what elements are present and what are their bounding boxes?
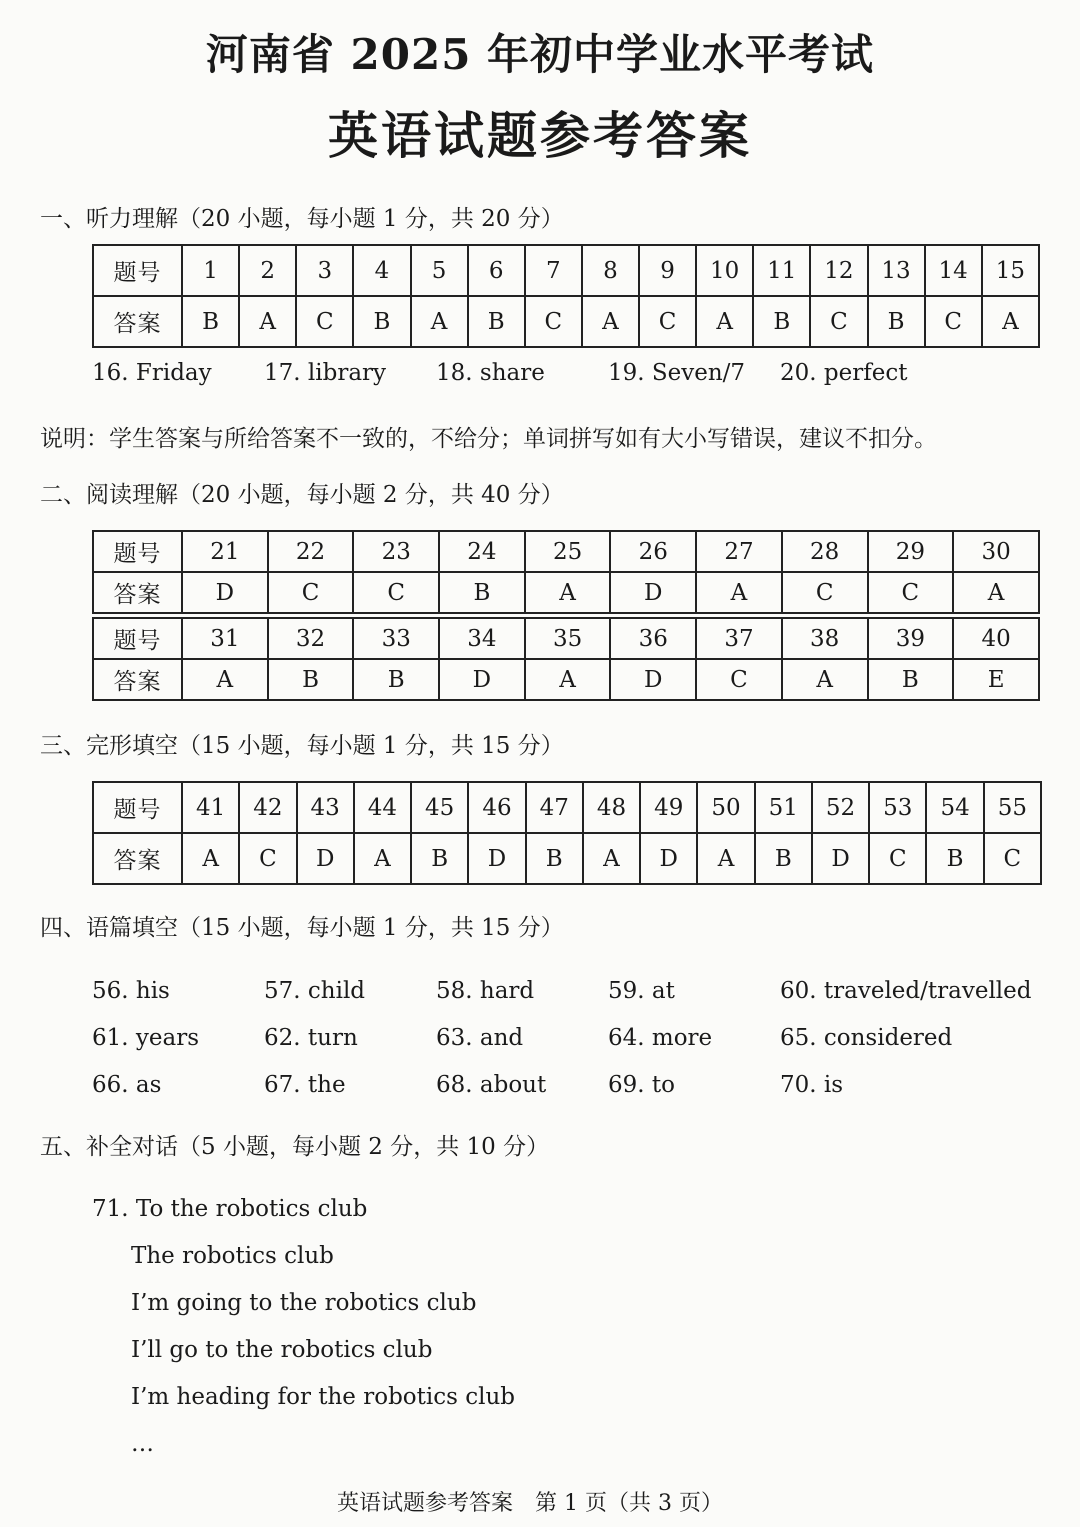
answer-cell: B	[268, 659, 354, 700]
question-number-cell: 28	[782, 531, 868, 572]
question-number-cell: 49	[640, 782, 697, 833]
fill-answer: 69. to	[608, 1072, 675, 1098]
dialogue-answer-first: 71. To the robotics club	[92, 1196, 368, 1222]
answer-cell: C	[869, 833, 926, 884]
question-number-cell: 6	[468, 245, 525, 296]
passage-fill-row	[0, 1025, 1080, 1055]
dialogue-answer-line: I’m going to the robotics club	[131, 1290, 477, 1316]
answer-cell: A	[239, 296, 296, 347]
answer-cell: A	[582, 296, 639, 347]
answer-cell: D	[812, 833, 869, 884]
question-number-cell: 38	[782, 618, 868, 659]
dialogue-answer-line: The robotics club	[131, 1243, 334, 1269]
answer-table-reading	[92, 530, 1040, 701]
row-label-question: 题号	[93, 618, 182, 659]
section-heading-dialogue: 五、补全对话（5 小题，每小题 2 分，共 10 分）	[40, 1134, 550, 1160]
question-number-cell: 13	[868, 245, 925, 296]
question-number-cell: 50	[697, 782, 754, 833]
row-label-answer: 答案	[93, 572, 182, 613]
question-number-cell: 48	[583, 782, 640, 833]
answer-cell: C	[868, 572, 954, 613]
question-number-cell: 42	[239, 782, 296, 833]
fill-answer: 65. considered	[780, 1025, 953, 1051]
fill-answer: 70. is	[780, 1072, 844, 1098]
row-label-answer: 答案	[93, 296, 182, 347]
answer-cell: C	[810, 296, 867, 347]
question-number-cell: 26	[610, 531, 696, 572]
answer-table-cloze	[92, 781, 1042, 885]
fill-answer: 68. about	[436, 1072, 547, 1098]
answer-cell: B	[353, 296, 410, 347]
table-row-questions	[93, 618, 1039, 659]
answer-cell: D	[610, 659, 696, 700]
answer-cell: D	[297, 833, 354, 884]
answer-cell: C	[239, 833, 296, 884]
row-label-answer: 答案	[93, 659, 182, 700]
row-label-question: 题号	[93, 782, 182, 833]
question-number-cell: 9	[639, 245, 696, 296]
dialogue-answer-ellipsis: …	[131, 1431, 154, 1457]
scoring-note: 说明：学生答案与所给答案不一致的，不给分；单词拼写如有大小写错误，建议不扣分。	[40, 426, 937, 452]
dialogue-answer-line: I’ll go to the robotics club	[131, 1337, 433, 1363]
question-number-cell: 43	[297, 782, 354, 833]
answer-cell: A	[411, 296, 468, 347]
answer-cell: A	[583, 833, 640, 884]
question-number-cell: 23	[353, 531, 439, 572]
answer-cell: A	[182, 659, 268, 700]
fill-answer: 64. more	[608, 1025, 713, 1051]
answer-cell: B	[182, 296, 239, 347]
question-number-cell: 24	[439, 531, 525, 572]
question-number-cell: 29	[868, 531, 954, 572]
answer-cell: D	[640, 833, 697, 884]
question-number-cell: 31	[182, 618, 268, 659]
answer-cell: C	[639, 296, 696, 347]
table-row-answers	[93, 572, 1039, 613]
question-number-cell: 8	[582, 245, 639, 296]
answer-cell: B	[526, 833, 583, 884]
answer-cell: C	[525, 296, 582, 347]
section-heading-cloze: 三、完形填空（15 小题，每小题 1 分，共 15 分）	[40, 733, 564, 759]
answer-cell: D	[468, 833, 525, 884]
answer-cell: A	[525, 659, 611, 700]
answer-cell: B	[755, 833, 812, 884]
passage-fill-row	[0, 1072, 1080, 1102]
question-number-cell: 47	[526, 782, 583, 833]
question-number-cell: 11	[753, 245, 810, 296]
question-number-cell: 34	[439, 618, 525, 659]
question-number-cell: 46	[468, 782, 525, 833]
table-row-questions	[93, 245, 1039, 296]
fill-answer: 60. traveled/travelled	[780, 978, 1032, 1004]
fill-answer: 17. library	[264, 360, 387, 386]
answer-cell: B	[353, 659, 439, 700]
answer-cell: A	[696, 572, 782, 613]
question-number-cell: 25	[525, 531, 611, 572]
fill-answer: 61. years	[92, 1025, 200, 1051]
answer-cell: A	[525, 572, 611, 613]
answer-table-listening	[92, 244, 1040, 348]
answer-cell: A	[953, 572, 1039, 613]
table-row-answers	[93, 833, 1041, 884]
fill-answer: 16. Friday	[92, 360, 212, 386]
question-number-cell: 14	[925, 245, 982, 296]
page-footer: 英语试题参考答案 第 1 页（共 3 页）	[337, 1491, 723, 1516]
answer-cell: C	[353, 572, 439, 613]
fill-answer: 18. share	[436, 360, 545, 386]
question-number-cell: 55	[984, 782, 1041, 833]
answer-cell: B	[411, 833, 468, 884]
answer-cell: B	[926, 833, 983, 884]
question-number-cell: 39	[868, 618, 954, 659]
question-number-cell: 36	[610, 618, 696, 659]
question-number-cell: 51	[755, 782, 812, 833]
question-number-cell: 54	[926, 782, 983, 833]
question-number-cell: 1	[182, 245, 239, 296]
answer-cell: A	[182, 833, 239, 884]
row-label-answer: 答案	[93, 833, 182, 884]
answer-cell: C	[984, 833, 1041, 884]
question-number-cell: 45	[411, 782, 468, 833]
question-number-cell: 40	[953, 618, 1039, 659]
answer-cell: C	[696, 659, 782, 700]
section-heading-listening: 一、听力理解（20 小题，每小题 1 分，共 20 分）	[40, 206, 564, 232]
question-number-cell: 4	[353, 245, 410, 296]
question-number-cell: 41	[182, 782, 239, 833]
row-label-question: 题号	[93, 245, 182, 296]
table-row-answers	[93, 659, 1039, 700]
answer-cell: A	[354, 833, 411, 884]
question-number-cell: 37	[696, 618, 782, 659]
question-number-cell: 35	[525, 618, 611, 659]
section-heading-reading: 二、阅读理解（20 小题，每小题 2 分，共 40 分）	[40, 482, 564, 508]
fill-answer: 58. hard	[436, 978, 535, 1004]
question-number-cell: 15	[982, 245, 1039, 296]
fill-answer: 63. and	[436, 1025, 524, 1051]
answer-cell: C	[925, 296, 982, 347]
fill-answer: 57. child	[264, 978, 366, 1004]
answer-cell: B	[753, 296, 810, 347]
passage-fill-row	[0, 978, 1080, 1008]
question-number-cell: 21	[182, 531, 268, 572]
listening-fill-answers	[0, 360, 1080, 390]
table-row-questions	[93, 782, 1041, 833]
answer-cell: D	[610, 572, 696, 613]
answer-cell: C	[782, 572, 868, 613]
row-label-question: 题号	[93, 531, 182, 572]
page-title: 河南省 2025 年初中学业水平考试	[205, 30, 875, 79]
fill-answer: 20. perfect	[780, 360, 908, 386]
answer-cell: B	[868, 296, 925, 347]
table-row-answers	[93, 296, 1039, 347]
fill-answer: 66. as	[92, 1072, 162, 1098]
question-number-cell: 32	[268, 618, 354, 659]
fill-answer: 19. Seven/7	[608, 360, 746, 386]
fill-answer: 62. turn	[264, 1025, 358, 1051]
dialogue-answer-line: I’m heading for the robotics club	[131, 1384, 516, 1410]
answer-cell: C	[296, 296, 353, 347]
question-number-cell: 33	[353, 618, 439, 659]
answer-cell: D	[182, 572, 268, 613]
question-number-cell: 10	[696, 245, 753, 296]
question-number-cell: 30	[953, 531, 1039, 572]
fill-answer: 59. at	[608, 978, 675, 1004]
answer-cell: B	[868, 659, 954, 700]
answer-cell: E	[953, 659, 1039, 700]
answer-cell: A	[697, 833, 754, 884]
answer-cell: B	[468, 296, 525, 347]
answer-cell: A	[696, 296, 753, 347]
answer-cell: B	[439, 572, 525, 613]
page-subtitle: 英语试题参考答案	[328, 106, 752, 165]
answer-cell: A	[782, 659, 868, 700]
fill-answer: 67. the	[264, 1072, 346, 1098]
question-number-cell: 44	[354, 782, 411, 833]
answer-cell: A	[982, 296, 1039, 347]
question-number-cell: 22	[268, 531, 354, 572]
table-row-questions	[93, 531, 1039, 572]
question-number-cell: 7	[525, 245, 582, 296]
question-number-cell: 5	[411, 245, 468, 296]
section-heading-passage-fill: 四、语篇填空（15 小题，每小题 1 分，共 15 分）	[40, 915, 564, 941]
question-number-cell: 27	[696, 531, 782, 572]
question-number-cell: 52	[812, 782, 869, 833]
question-number-cell: 3	[296, 245, 353, 296]
question-number-cell: 2	[239, 245, 296, 296]
question-number-cell: 12	[810, 245, 867, 296]
fill-answer: 56. his	[92, 978, 170, 1004]
answer-cell: D	[439, 659, 525, 700]
question-number-cell: 53	[869, 782, 926, 833]
answer-cell: C	[268, 572, 354, 613]
